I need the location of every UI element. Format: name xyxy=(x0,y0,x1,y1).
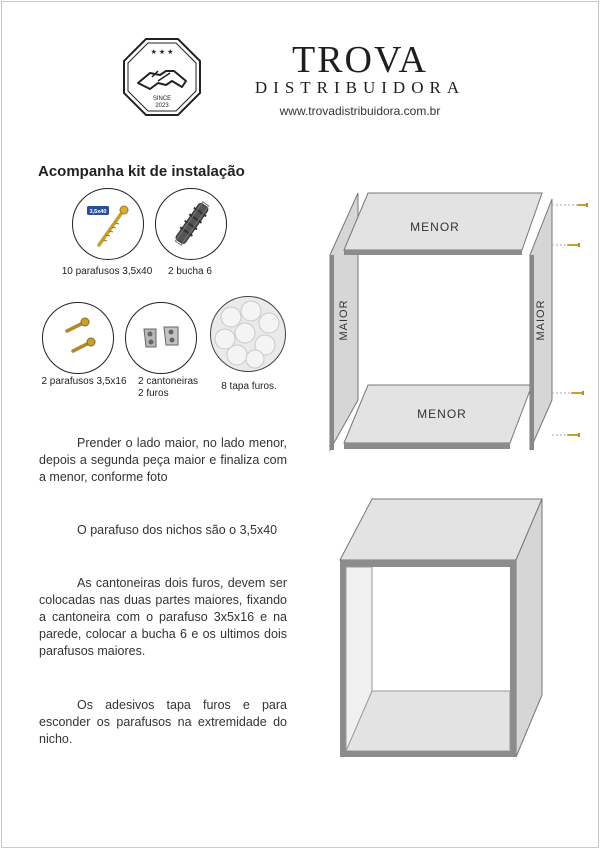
instruction-paragraph xyxy=(39,435,287,486)
kit-label-small-screws: 2 parafusos 3,5x16 xyxy=(41,376,127,387)
logo-since: SINCE xyxy=(152,96,172,102)
assembled-niche-diagram xyxy=(330,495,550,765)
kit-item-small-screws xyxy=(42,302,114,374)
screw-guides xyxy=(552,205,578,435)
kit-item-screws xyxy=(72,188,144,260)
kit-title: Acompanha kit de instalação xyxy=(38,163,245,180)
exploded-assembly-diagram xyxy=(320,185,590,455)
kit-label-brackets-line1: 2 cantoneiras xyxy=(138,376,199,387)
kit-label-brackets xyxy=(138,376,208,400)
instruction-paragraph xyxy=(39,575,287,660)
small-screws-icon xyxy=(43,303,113,373)
kit-label-hole-covers: 8 tapa furos. xyxy=(221,381,277,392)
kit-item-brackets xyxy=(125,302,197,374)
logo-year: 2023 xyxy=(155,103,169,109)
brand-name: TROVA xyxy=(292,39,428,81)
wall-plug-icon xyxy=(156,189,226,259)
brand-block xyxy=(230,40,490,118)
corner-bracket-icon xyxy=(126,303,196,373)
kit-label-screws: 10 parafusos 3,5x40 xyxy=(61,266,153,277)
diagram-screw-icons xyxy=(568,205,586,435)
top-panel-label: MENOR xyxy=(410,220,460,234)
instruction-text-1: Prender o lado maior, no lado menor, depois a segunda peça maior e finaliza com a menor, conforme foto xyxy=(39,436,287,484)
kit-item-hole-covers xyxy=(210,296,286,372)
left-panel-label: MAIOR xyxy=(338,299,350,341)
kit-label-brackets-line2: 2 furos xyxy=(138,388,169,399)
instruction-text-3: As cantoneiras dois furos, devem ser colocadas nas duas partes maiores, fixando a cantoneira com o parafuso 3x5x16 e na parede, colocar a bucha 6 e os ultimos dois parafusos maiores. xyxy=(39,576,287,658)
instruction-text-2: O parafuso dos nichos são o 3,5x40 xyxy=(77,523,278,537)
brand-url[interactable]: www.trovadistribuidora.com.br xyxy=(279,104,441,118)
right-panel-label: MAIOR xyxy=(535,299,547,341)
bottom-panel-label: MENOR xyxy=(417,407,467,421)
instruction-paragraph xyxy=(39,697,287,748)
brand-subtitle: DISTRIBUIDORA xyxy=(254,78,466,97)
svg-text:★ ★ ★: ★ ★ ★ xyxy=(150,49,174,56)
brand-logo xyxy=(122,37,202,117)
screw-badge: 3,5x40 xyxy=(89,209,107,215)
instruction-paragraph xyxy=(39,522,287,539)
kit-item-wall-plug xyxy=(155,188,227,260)
instruction-text-4: Os adesivos tapa furos e para esconder os parafusos na extremidade do nicho. xyxy=(39,698,287,746)
screw-icon xyxy=(73,189,143,259)
hole-cover-stickers-icon xyxy=(211,297,285,371)
kit-label-wall-plug: 2 bucha 6 xyxy=(168,266,212,277)
